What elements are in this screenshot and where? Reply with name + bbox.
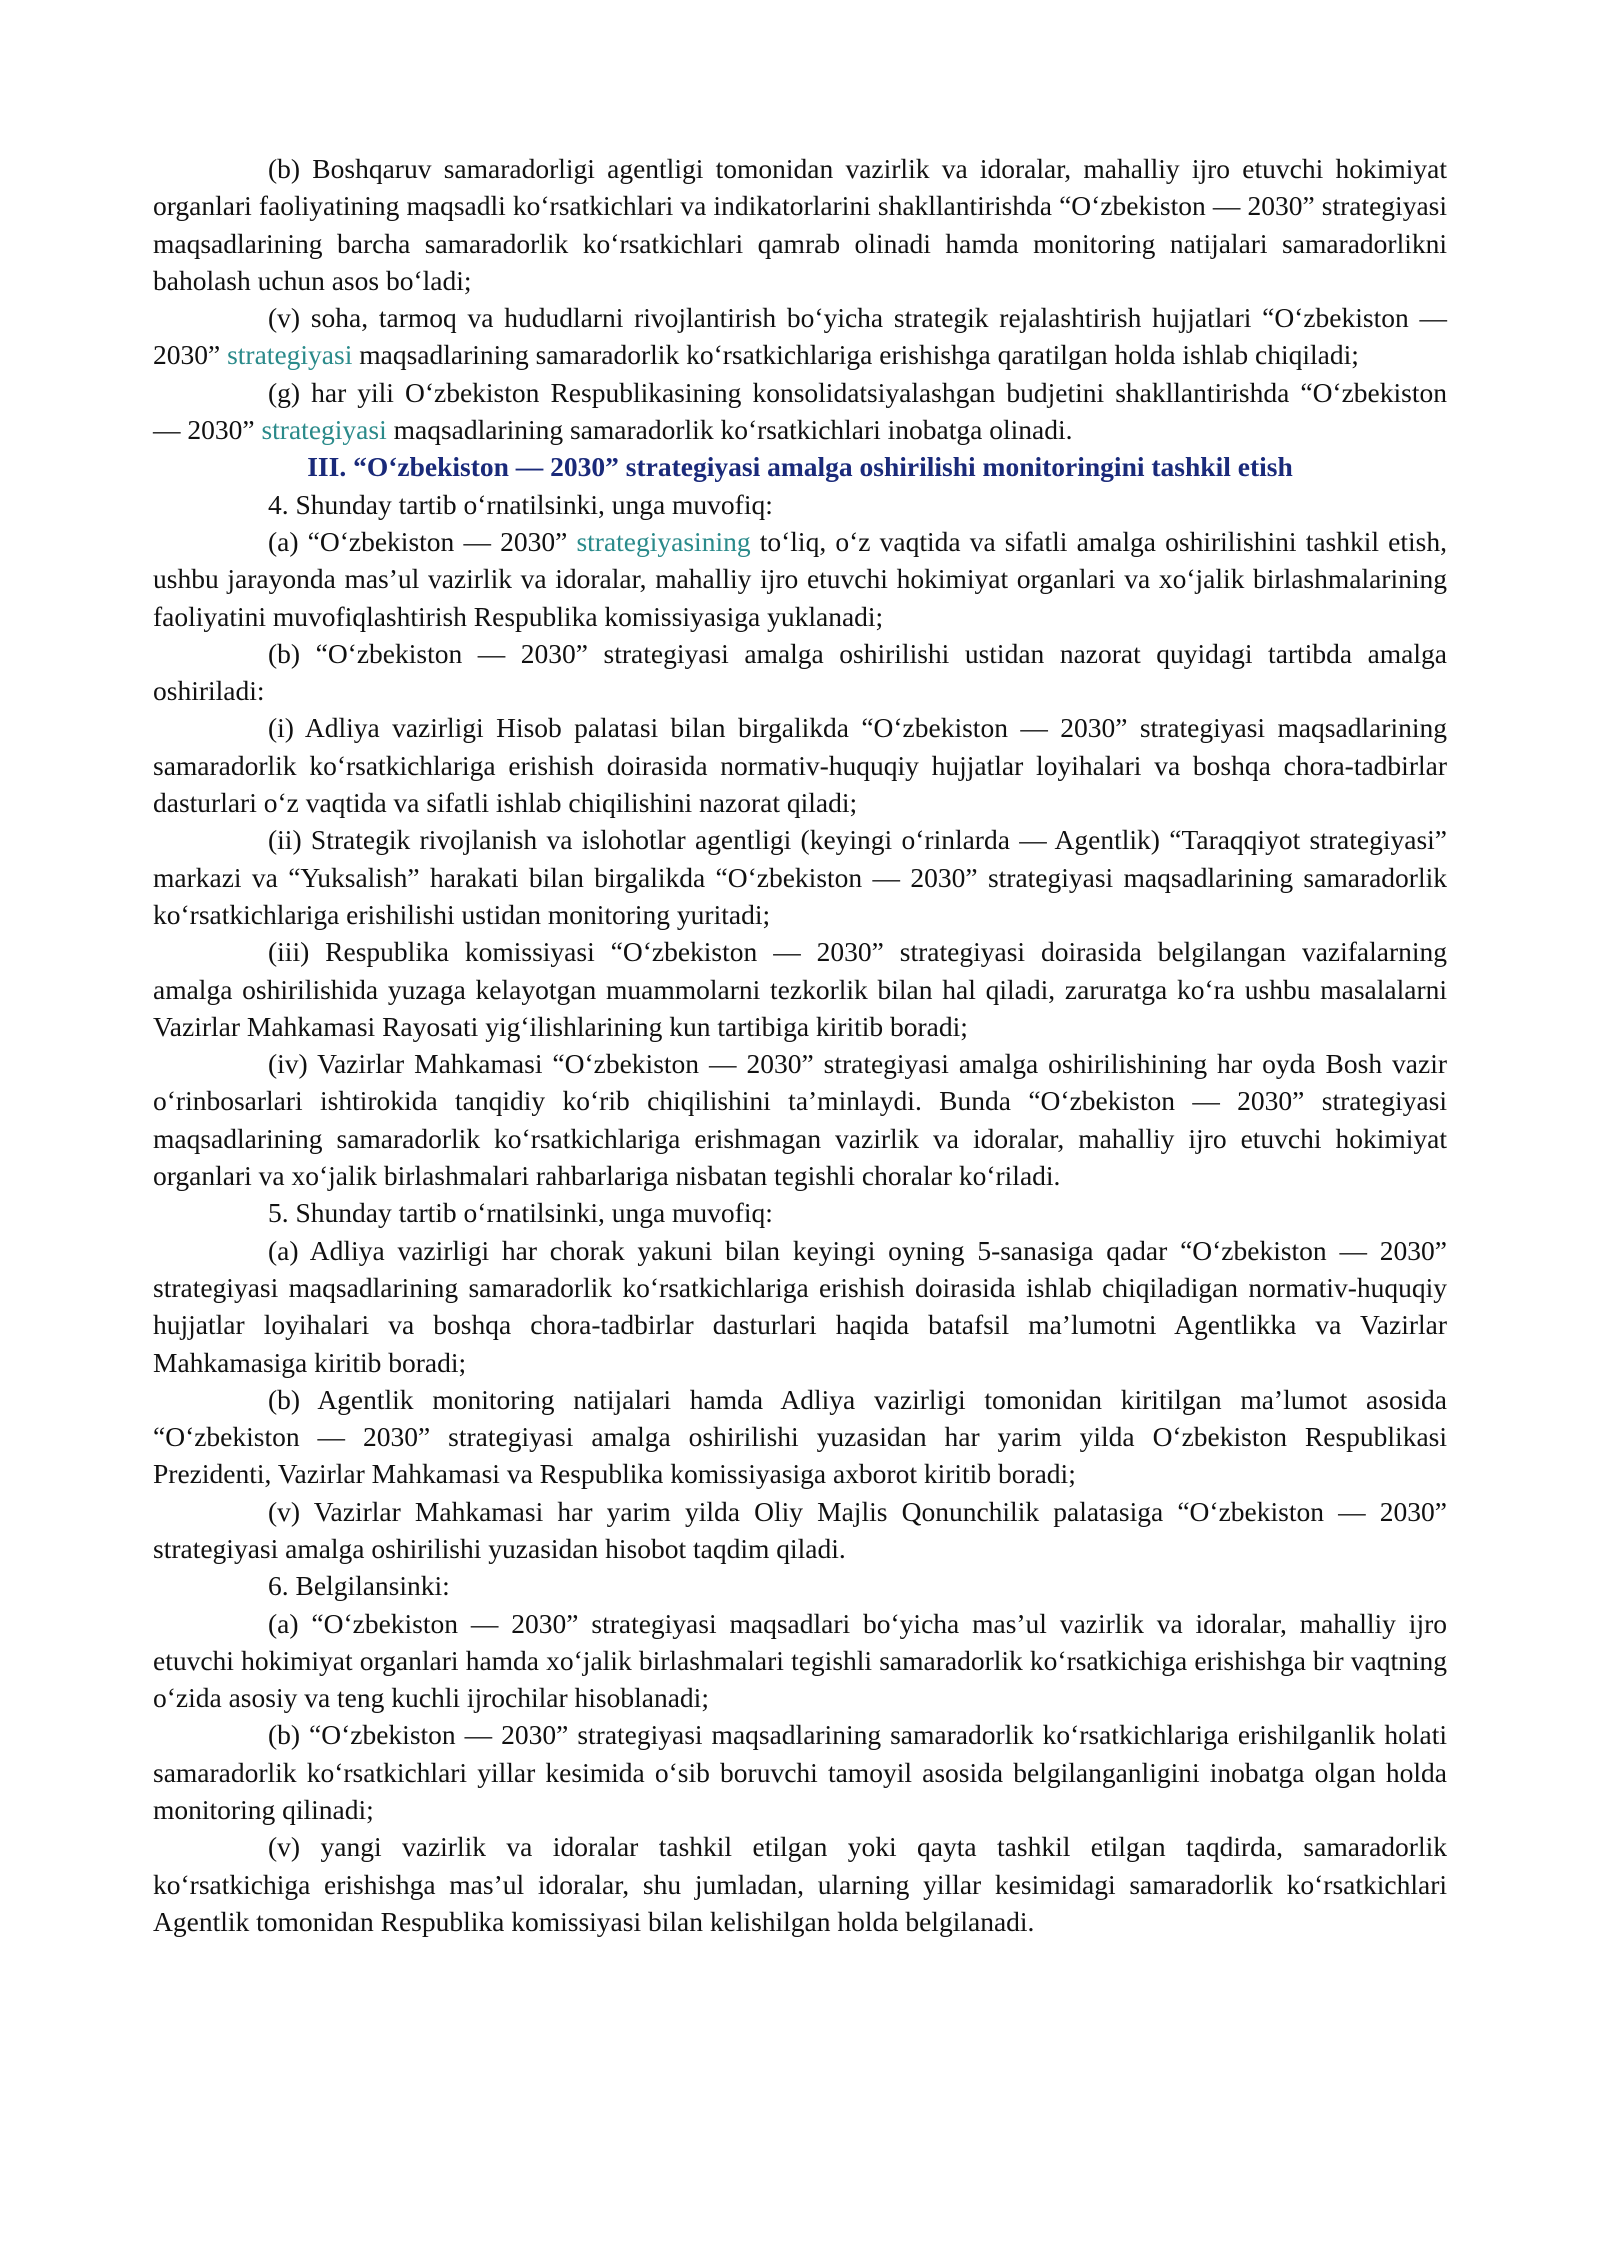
- paragraph-6: 6. Belgilansinki:: [268, 1570, 450, 1602]
- paragraph-4-b: (b) “O‘zbekiston — 2030” strategiyasi amalga oshirilishi ustidan nazorat quyidagi tartibda amalga oshiriladi:: [153, 637, 1447, 707]
- paragraph-4-b-i: (i) Adliya vazirligi Hisob palatasi bilan birgalikda “O‘zbekiston — 2030” strategiyasi maqsadlarining samaradorlik ko‘rsatkichlariga erishish doirasida normativ-huquqiy hujjatlar loyihalari va boshqa chora-tadbirlar dasturlari o‘z vaqtida va sifatli ishlab chiqilishini nazorat qiladi;: [153, 712, 1447, 819]
- paragraph-5-a: (a) Adliya vazirligi har chorak yakuni bilan keyingi oyning 5-sanasiga qadar “O‘zbekiston — 2030” strategiyasi maqsadlarining samaradorlik ko‘rsatkichlariga erishish doirasida ishlab chiqiladigan normativ-huquqiy hujjatlar loyihalari va boshqa chora-tadbirlar dasturlari haqida batafsil ma’lumotni Agentlikka va Vazirlar Mahkamasiga kiritib boradi;: [153, 1234, 1447, 1378]
- paragraph-6-b: (b) “O‘zbekiston — 2030” strategiyasi maqsadlarining samaradorlik ko‘rsatkichlariga erishilganlik holati samaradorlik ko‘rsatkichlari yillar kesimida o‘sib boruvchi tamoyil asosida belgilanganligini inobatga olgan holda monitoring qilinadi;: [153, 1719, 1447, 1826]
- paragraph-4-b-iii: (iii) Respublika komissiyasi “O‘zbekiston — 2030” strategiyasi doirasida belgilangan vazifalarning amalga oshirilishida yuzaga kelayotgan muammolarni tezkorlik bilan hal qiladi, zaruratga ko‘ra ushbu masalalarni Vazirlar Mahkamasi Rayosati yig‘ilishlarining kun tartibiga kiritib boradi;: [153, 936, 1447, 1042]
- paragraph-4: 4. Shunday tartib o‘rnatilsinki, unga muvofiq:: [268, 488, 773, 520]
- paragraph-v-planning: [153, 299, 1447, 374]
- paragraph-5: 5. Shunday tartib o‘rnatilsinki, unga muvofiq:: [268, 1197, 773, 1229]
- paragraph-5-v: (v) Vazirlar Mahkamasi har yarim yilda Oliy Majlis Qonunchilik palatasiga “O‘zbekiston — 2030” strategiyasi amalga oshirilishi yuzasidan hisobot taqdim qiladi.: [153, 1495, 1447, 1564]
- paragraph-text: maqsadlarining samaradorlik ko‘rsatkichlari inobatga olinadi.: [386, 414, 1073, 446]
- strategy-link[interactable]: strategiyasining: [576, 525, 751, 557]
- paragraph-4-b-ii: (ii) Strategik rivojlanish va islohotlar agentligi (keyingi o‘rinlarda — Agentlik) “Taraqqiyot strategiyasi” markazi va “Yuksalish” harakati bilan birgalikda “O‘zbekiston — 2030” strategiyasi maqsadlarining samaradorlik ko‘rsatkichlariga erishilishi ustidan monitoring yuritadi;: [153, 824, 1447, 930]
- strategy-link[interactable]: strategiyasi: [227, 339, 353, 371]
- paragraph-text: maqsadlarining samaradorlik ko‘rsatkichlariga erishishga qaratilgan holda ishlab chiqiladi;: [352, 339, 1359, 371]
- strategy-link[interactable]: strategiyasi: [261, 414, 387, 446]
- paragraph-text: (v) soha, tarmoq va hududlarni rivojlantirish bo‘yicha strategik rejalashtirish hujjatlari “O‘zbekiston — 2030”: [153, 302, 1447, 371]
- paragraph-6-a: (a) “O‘zbekiston — 2030” strategiyasi maqsadlari bo‘yicha mas’ul vazirlik va idoralar, mahalliy ijro etuvchi hokimiyat organlari hamda xo‘jalik birlashmalari tegishli samaradorlik ko‘rsatkichiga erishishga bir vaqtning o‘zida asosiy va teng kuchli ijrochilar hisoblanadi;: [153, 1607, 1447, 1714]
- paragraph-text: (a) “O‘zbekiston — 2030”: [268, 525, 577, 557]
- document-page: [153, 150, 1447, 1940]
- paragraph-5-b: (b) Agentlik monitoring natijalari hamda Adliya vazirligi tomonidan kiritilgan ma’lumot asosida “O‘zbekiston — 2030” strategiyasi amalga oshirilishi yuzasidan har yarim yilda O‘zbekiston Respublikasi Prezidenti, Vazirlar Mahkamasi va Respublika komissiyasiga axborot kiritib boradi;: [153, 1383, 1447, 1490]
- paragraph-4-b-iv: (iv) Vazirlar Mahkamasi “O‘zbekiston — 2030” strategiyasi amalga oshirilishining har oyda Bosh vazir o‘rinbosarlari ishtirokida tanqidiy ko‘rib chiqilishini ta’minlaydi. Bunda “O‘zbekiston — 2030” strategiyasi maqsadlarining samaradorlik ko‘rsatkichlariga erishmagan vazirlik va idoralar, mahalliy ijro etuvchi hokimiyat organlari va xo‘jalik birlashmalari rahbarlariga nisbatan tegishli choralar ko‘riladi.: [153, 1048, 1447, 1192]
- section-3-heading: III. “O‘zbekiston — 2030” strategiyasi amalga oshirilishi monitoringini tashkil etish: [307, 451, 1293, 483]
- paragraph-text: (g) har yili O‘zbekiston Respublikasining konsolidatsiyalashgan budjetini shakllantirishda “O‘zbekiston — 2030”: [153, 376, 1447, 446]
- paragraph-6-v: (v) yangi vazirlik va idoralar tashkil etilgan yoki qayta tashkil etilgan taqdirda, samaradorlik ko‘rsatkichiga erishishga mas’ul idoralar, shu jumladan, ularning yillar kesimidagi samaradorlik ko‘rsatkichlari Agentlik tomonidan Respublika komissiyasi bilan kelishilgan holda belgilanadi.: [153, 1831, 1447, 1937]
- paragraph-b-evaluation: (b) Boshqaruv samaradorligi agentligi tomonidan vazirlik va idoralar, mahalliy ijro etuvchi hokimiyat organlari faoliyatining maqsadli ko‘rsatkichlari va indikatorlarini shakllantirishda “O‘zbekiston — 2030” strategiyasi maqsadlarining barcha samaradorlik ko‘rsatkichlari qamrab olinadi hamda monitoring natijalari samaradorlikni baholash uchun asos bo‘ladi;: [153, 153, 1447, 296]
- paragraph-text: to‘liq, o‘z vaqtida va sifatli amalga oshirilishini tashkil etish, ushbu jarayonda mas’ul vazirlik va idoralar, mahalliy ijro etuvchi hokimiyat organlari va xo‘jalik birlashmalarining faoliyatini muvofiqlashtirish Respublika komissiyasiga yuklanadi;: [153, 525, 1447, 632]
- paragraph-g-budget: [153, 374, 1447, 449]
- paragraph-4-a: [153, 523, 1447, 635]
